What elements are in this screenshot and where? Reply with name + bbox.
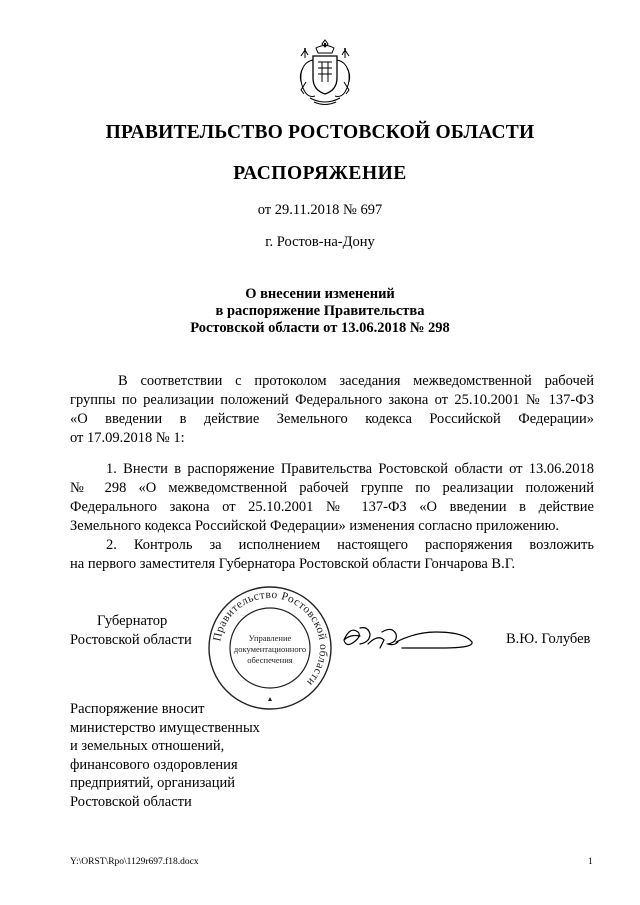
- paragraph-line: Земельного кодекса Российской Федерации» изменения согласно приложению.: [70, 518, 560, 534]
- paragraph-line: группы по реализации положений Федерального закона от 25.10.2001 № 137-ФЗ: [70, 392, 594, 408]
- paragraph-line: от 17.09.2018 № 1:: [70, 430, 185, 446]
- note-line: Распоряжение вносит: [70, 701, 205, 717]
- document-city: г. Ростов-на-Дону: [265, 234, 375, 250]
- subject-line: О внесении изменений: [245, 286, 395, 302]
- paragraph-line: Федерального закона от 25.10.2001 № 137-ФЗ «О введении в действие: [70, 499, 594, 515]
- note-line: финансового оздоровления: [70, 756, 238, 773]
- paragraph-line: 1. Внести в распоряжение Правительства Ростовской области от 13.06.2018: [106, 461, 594, 477]
- note-line: и земельных отношений,: [70, 738, 225, 754]
- footer-page-number: 1: [588, 857, 593, 867]
- paragraph-line: № 298 «О межведомственной рабочей группе по реализации положений: [70, 480, 594, 496]
- document-subject: [0, 286, 640, 337]
- clause-1-paragraph: [70, 460, 594, 536]
- note-line: министерство имущественных: [70, 719, 260, 736]
- preamble-paragraph: [70, 372, 594, 448]
- subject-line: Ростовской области от 13.06.2018 № 298: [190, 320, 450, 336]
- document-type: РАСПОРЯЖЕНИЕ: [233, 163, 407, 184]
- paragraph-line: «О введении в действие Земельного кодекса Российской Федерации»: [70, 411, 594, 427]
- seal-inner-line: обеспечения: [247, 655, 293, 665]
- paragraph-line: В соответствии с протоколом заседания межведомственной рабочей: [118, 373, 594, 389]
- note-line: Ростовской области: [70, 793, 192, 810]
- seal-inner-line: Управление: [248, 633, 292, 643]
- signatory-name: В.Ю. Голубев: [506, 631, 591, 647]
- official-seal-icon: [207, 585, 333, 711]
- seal-ring-text: Правительство Ростовской области: [211, 588, 330, 689]
- paragraph-line: на первого заместителя Губернатора Ростовской области Гончарова В.Г.: [70, 556, 516, 572]
- submitter-note: [70, 700, 260, 811]
- paragraph-line: 2. Контроль за исполнением настоящего распоряжения возложить: [106, 537, 594, 553]
- seal-inner-line: документационного: [233, 644, 307, 654]
- subject-line: в распоряжение Правительства: [215, 303, 425, 319]
- clause-2-paragraph: [70, 536, 594, 574]
- signatory-position-line: Ростовской области: [70, 632, 192, 648]
- handwritten-signature-icon: [338, 618, 478, 658]
- footer-file-path: Y:\ORST\Rpo\1129r697.f18.docx: [70, 857, 199, 867]
- government-title: ПРАВИТЕЛЬСТВО РОСТОВСКОЙ ОБЛАСТИ: [105, 122, 535, 143]
- note-line: предприятий, организаций: [70, 775, 236, 791]
- signatory-position: [70, 612, 192, 650]
- coat-of-arms-icon: [294, 38, 356, 110]
- document-date-number: от 29.11.2018 № 697: [257, 202, 383, 218]
- signatory-position-line: Губернатор: [97, 613, 168, 629]
